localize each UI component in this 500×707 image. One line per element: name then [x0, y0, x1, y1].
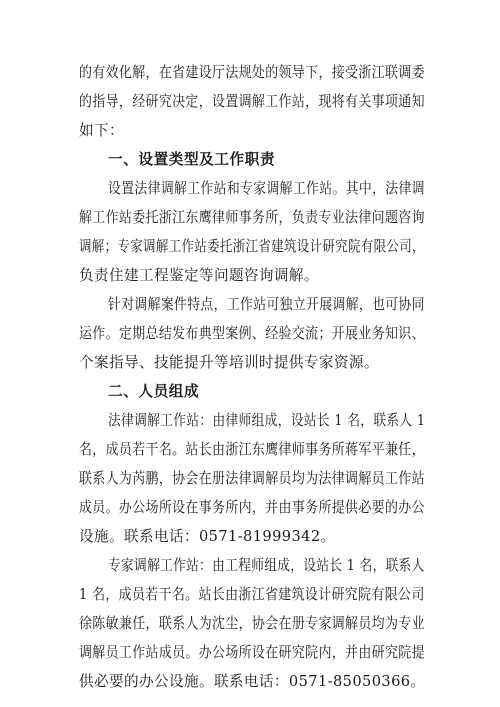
text-line: 解工作站委托浙江东鹰律师事务所，负责专业法律问题咨询 — [79, 209, 425, 226]
text-line: 个案指导、技能提升等培训时提供专家资源。 — [79, 354, 379, 371]
text-line: 运作。定期总结发布典型案例、经验交流；开展业务知识、 — [79, 325, 425, 342]
text-line: 法律调解工作站：由律师组成，设站长 1 名，联系人 1 — [108, 412, 426, 429]
text-line: 联系人为芮鹏，协会在册法律调解员均为法律调解员工作站 — [79, 470, 425, 487]
text-line: 调解；专家调解工作站委托浙江省建筑设计研究院有限公司， — [79, 238, 425, 255]
text-line: 如下： — [79, 122, 124, 139]
text-line: 成员。办公场所设在事务所内，并由事务所提供必要的办公 — [79, 499, 425, 516]
text-line: 徐陈敏兼任，联系人为沈尘，协会在册专家调解员均为专业 — [79, 615, 425, 632]
text-line: 名，成员若干名。站长由浙江东鹰律师事务所蒋军平兼任， — [79, 441, 425, 458]
text-line: 的有效化解，在省建设厅法规处的领导下，接受浙江联调委 — [79, 64, 425, 81]
section-heading-personnel: 二、人员组成 — [108, 383, 200, 400]
section-heading-types-and-duties: 一、设置类型及工作职责 — [108, 151, 276, 168]
text-line: 调解员工作站成员。办公场所设在研究院内，并由研究院提 — [79, 644, 425, 661]
text-line: 负责住建工程鉴定等问题咨询调解。 — [79, 267, 319, 284]
text-line: 设施。联系电话：0571-81999342。 — [79, 528, 336, 545]
text-line: 针对调解案件特点，工作站可独立开展调解，也可协同 — [108, 296, 425, 313]
text-line: 1 名，成员若干名。站长由浙江省建筑设计研究院有限公司 — [79, 586, 425, 603]
text-line: 供必要的办公设施。联系电话：0571-85050366。 — [79, 673, 426, 690]
text-line: 设置法律调解工作站和专家调解工作站。其中，法律调 — [108, 180, 425, 197]
text-line: 专家调解工作站：由工程师组成，设站长 1 名，联系人 — [108, 557, 425, 574]
text-line: 的指导，经研究决定，设置调解工作站，现将有关事项通知 — [79, 93, 425, 110]
